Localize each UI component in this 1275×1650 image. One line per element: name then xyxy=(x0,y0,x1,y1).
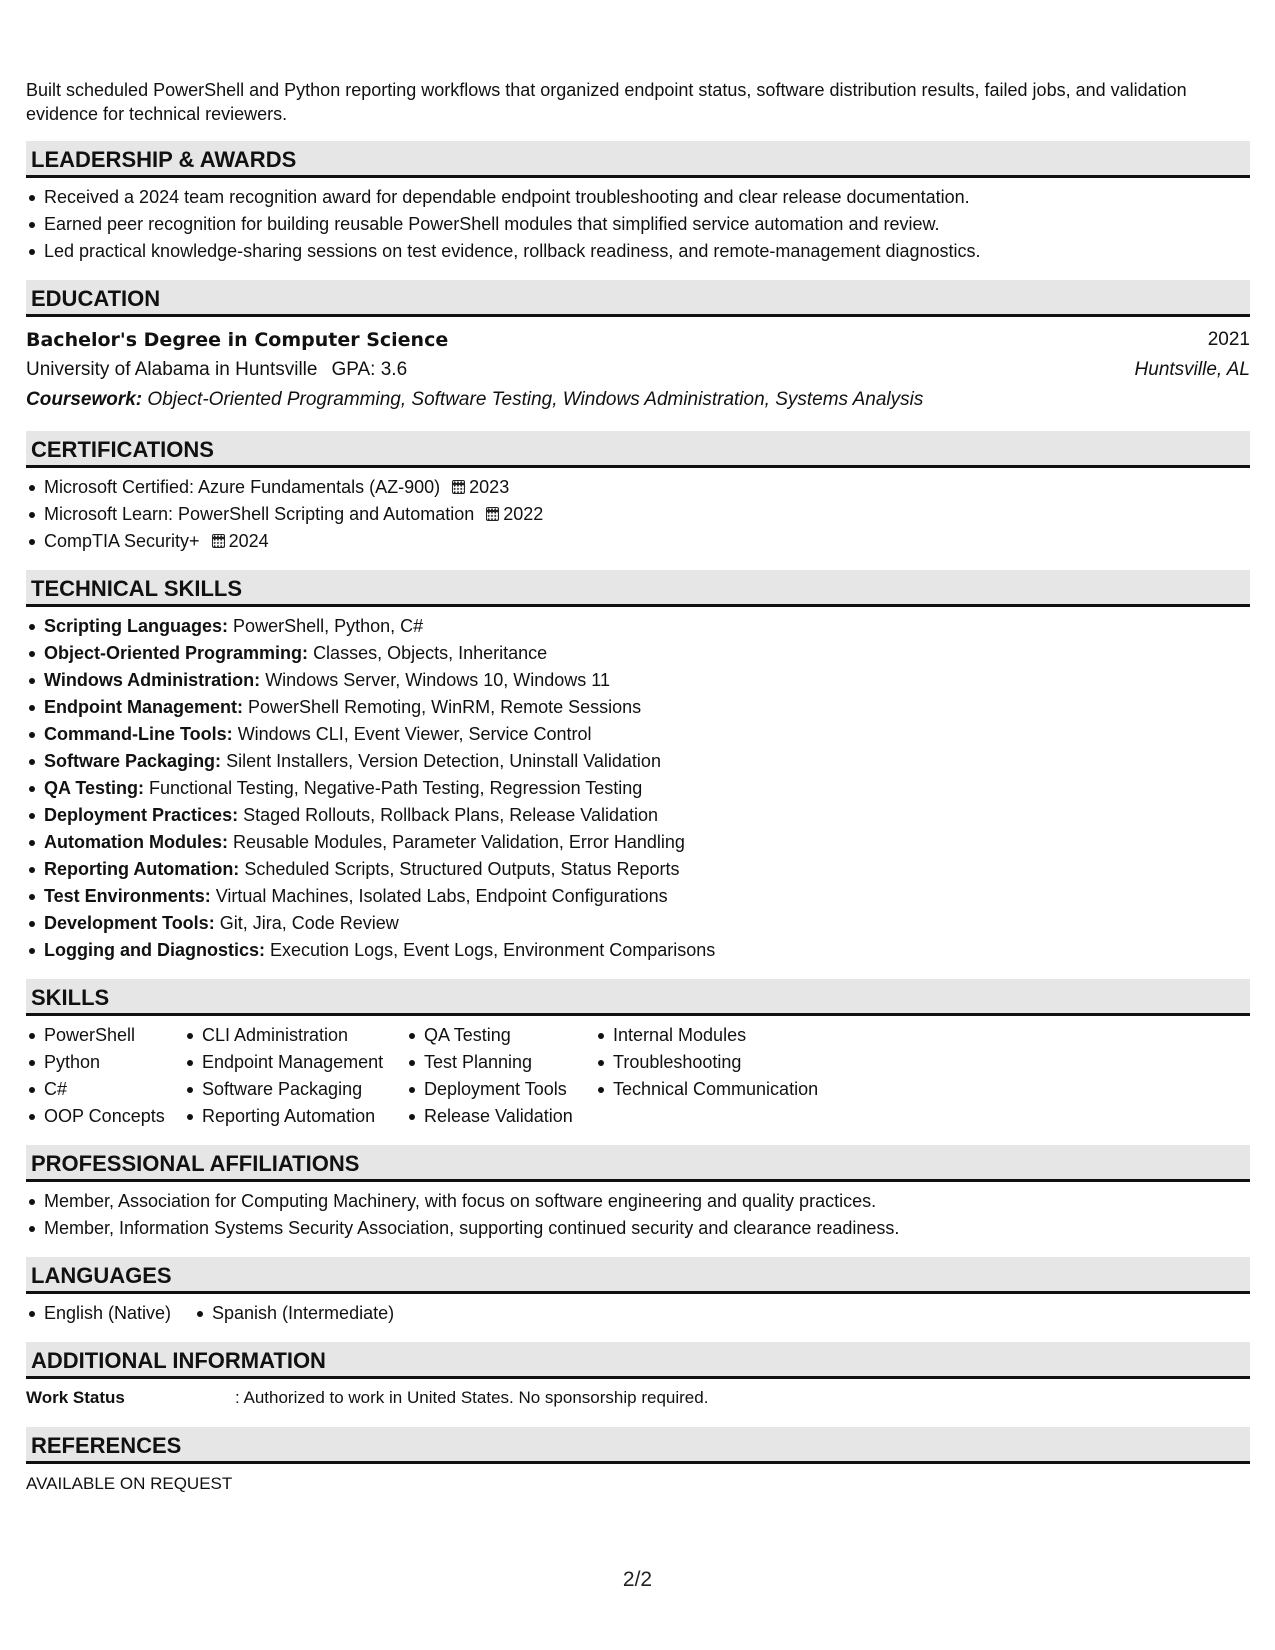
section-header-additional-information: ADDITIONAL INFORMATION xyxy=(26,1342,1250,1379)
skill-values: Windows CLI, Event Viewer, Service Control xyxy=(237,724,592,744)
skill-category: Command-Line Tools: xyxy=(44,724,233,744)
list-item: Python xyxy=(26,1049,184,1076)
skill-values: PowerShell, Python, C# xyxy=(233,616,424,636)
list-item xyxy=(26,829,1250,856)
page-number: 2/2 xyxy=(622,1568,653,1591)
certification-name: Microsoft Certified: Azure Fundamentals (AZ-900) xyxy=(44,477,441,497)
list-item xyxy=(26,856,1250,883)
references-text: AVAILABLE ON REQUEST xyxy=(26,1474,233,1493)
certification-name: CompTIA Security+ xyxy=(44,531,200,551)
skills-column xyxy=(26,1022,184,1130)
list-item: Earned peer recognition for building reusable PowerShell modules that simplified service automation and review. xyxy=(26,211,1250,238)
list-item: Member, Information Systems Security Association, supporting continued security and clearance readiness. xyxy=(26,1215,1250,1242)
calendar-icon xyxy=(212,534,225,548)
education-entry xyxy=(26,325,1250,415)
skill-values: Scheduled Scripts, Structured Outputs, Status Reports xyxy=(244,859,680,879)
certification-year: 2023 xyxy=(469,477,510,497)
skill-values: Git, Jira, Code Review xyxy=(219,913,399,933)
coursework xyxy=(26,385,1250,415)
section-header-languages: LANGUAGES xyxy=(26,1257,1250,1294)
list-item: Received a 2024 team recognition award for dependable endpoint troubleshooting and clear release documentation. xyxy=(26,184,1250,211)
list-item xyxy=(26,802,1250,829)
list-item: CLI Administration xyxy=(184,1022,406,1049)
skill-category: Endpoint Management: xyxy=(44,697,243,717)
list-item xyxy=(26,528,1250,555)
list-item: Release Validation xyxy=(406,1103,595,1130)
skills-column xyxy=(595,1022,855,1130)
coursework-label: Coursework: xyxy=(26,389,143,410)
skill-values: Classes, Objects, Inheritance xyxy=(313,643,548,663)
skill-category: Scripting Languages: xyxy=(44,616,229,636)
certification-year: 2024 xyxy=(228,531,269,551)
list-item xyxy=(26,910,1250,937)
list-item: Deployment Tools xyxy=(406,1076,595,1103)
list-item: Reporting Automation xyxy=(184,1103,406,1130)
languages-list xyxy=(26,1300,194,1327)
leadership-list xyxy=(26,184,1250,265)
school-location: Huntsville, AL xyxy=(1134,359,1250,380)
list-item xyxy=(26,721,1250,748)
section-header-affiliations: PROFESSIONAL AFFILIATIONS xyxy=(26,1145,1250,1182)
skill-values: Silent Installers, Version Detection, Uninstall Validation xyxy=(226,751,661,771)
skill-values: Reusable Modules, Parameter Validation, Error Handling xyxy=(233,832,685,852)
calendar-icon xyxy=(452,480,465,494)
coursework-list: Object-Oriented Programming, Software Testing, Windows Administration, Systems Analysis xyxy=(147,389,924,410)
gpa: GPA: 3.6 xyxy=(331,359,408,380)
work-status-label: Work Status xyxy=(26,1388,125,1407)
section-header-technical-skills: TECHNICAL SKILLS xyxy=(26,570,1250,607)
skill-category: Software Packaging: xyxy=(44,751,222,771)
skills-column xyxy=(184,1022,406,1130)
list-item: Test Planning xyxy=(406,1049,595,1076)
list-item xyxy=(26,937,1250,964)
list-item xyxy=(26,694,1250,721)
skills-column xyxy=(406,1022,595,1130)
section-header-education: EDUCATION xyxy=(26,280,1250,317)
list-item xyxy=(26,613,1250,640)
list-item: English (Native) xyxy=(26,1300,194,1327)
skill-values: Execution Logs, Event Logs, Environment Comparisons xyxy=(270,940,716,960)
graduation-year: 2021 xyxy=(1207,329,1250,350)
list-item: Spanish (Intermediate) xyxy=(194,1300,394,1327)
section-header-certifications: CERTIFICATIONS xyxy=(26,431,1250,468)
list-item xyxy=(26,667,1250,694)
list-item: Software Packaging xyxy=(184,1076,406,1103)
list-item xyxy=(26,640,1250,667)
skill-category: Test Environments: xyxy=(44,886,211,906)
section-header-leadership: LEADERSHIP & AWARDS xyxy=(26,141,1250,178)
resume-page xyxy=(26,78,1250,1497)
skill-category: Object-Oriented Programming: xyxy=(44,643,309,663)
section-header-skills: SKILLS xyxy=(26,979,1250,1016)
skill-values: PowerShell Remoting, WinRM, Remote Sessions xyxy=(248,697,642,717)
list-item xyxy=(26,883,1250,910)
work-status-value: : Authorized to work in United States. No sponsorship required. xyxy=(235,1388,709,1407)
work-status-row xyxy=(26,1385,1250,1411)
degree-title: Bachelor's Degree in Computer Science xyxy=(26,329,449,351)
list-item: QA Testing xyxy=(406,1022,595,1049)
languages-row xyxy=(26,1300,1250,1327)
intro-paragraph: Built scheduled PowerShell and Python reporting workflows that organized endpoint status, software distribution results, failed jobs, and validation evidence for technical reviewers. xyxy=(26,80,1187,124)
skill-category: Automation Modules: xyxy=(44,832,228,852)
list-item xyxy=(26,748,1250,775)
skill-category: Development Tools: xyxy=(44,913,215,933)
list-item: Led practical knowledge-sharing sessions on test evidence, rollback readiness, and remote-management diagnostics. xyxy=(26,238,1250,265)
certification-year: 2022 xyxy=(503,504,544,524)
languages-list xyxy=(194,1300,394,1327)
certification-name: Microsoft Learn: PowerShell Scripting and Automation xyxy=(44,504,475,524)
skill-values: Staged Rollouts, Rollback Plans, Release Validation xyxy=(243,805,658,825)
skill-values: Virtual Machines, Isolated Labs, Endpoint Configurations xyxy=(215,886,668,906)
certifications-list xyxy=(26,474,1250,555)
list-item xyxy=(26,775,1250,802)
skill-category: Windows Administration: xyxy=(44,670,261,690)
list-item: Member, Association for Computing Machinery, with focus on software engineering and quality practices. xyxy=(26,1188,1250,1215)
list-item: C# xyxy=(26,1076,184,1103)
list-item xyxy=(26,501,1250,528)
list-item: Technical Communication xyxy=(595,1076,855,1103)
skill-category: Logging and Diagnostics: xyxy=(44,940,265,960)
skill-category: QA Testing: xyxy=(44,778,144,798)
skills-grid xyxy=(26,1022,1250,1130)
section-header-references: REFERENCES xyxy=(26,1427,1250,1464)
technical-skills-list xyxy=(26,613,1250,964)
list-item: PowerShell xyxy=(26,1022,184,1049)
skill-category: Reporting Automation: xyxy=(44,859,240,879)
list-item xyxy=(26,474,1250,501)
skill-values: Windows Server, Windows 10, Windows 11 xyxy=(265,670,610,690)
school-name: University of Alabama in Huntsville xyxy=(26,359,318,380)
calendar-icon xyxy=(486,507,499,521)
list-item: Internal Modules xyxy=(595,1022,855,1049)
list-item: OOP Concepts xyxy=(26,1103,184,1130)
list-item: Endpoint Management xyxy=(184,1049,406,1076)
skill-category: Deployment Practices: xyxy=(44,805,239,825)
skill-values: Functional Testing, Negative-Path Testing, Regression Testing xyxy=(149,778,643,798)
affiliations-list xyxy=(26,1188,1250,1242)
list-item: Troubleshooting xyxy=(595,1049,855,1076)
